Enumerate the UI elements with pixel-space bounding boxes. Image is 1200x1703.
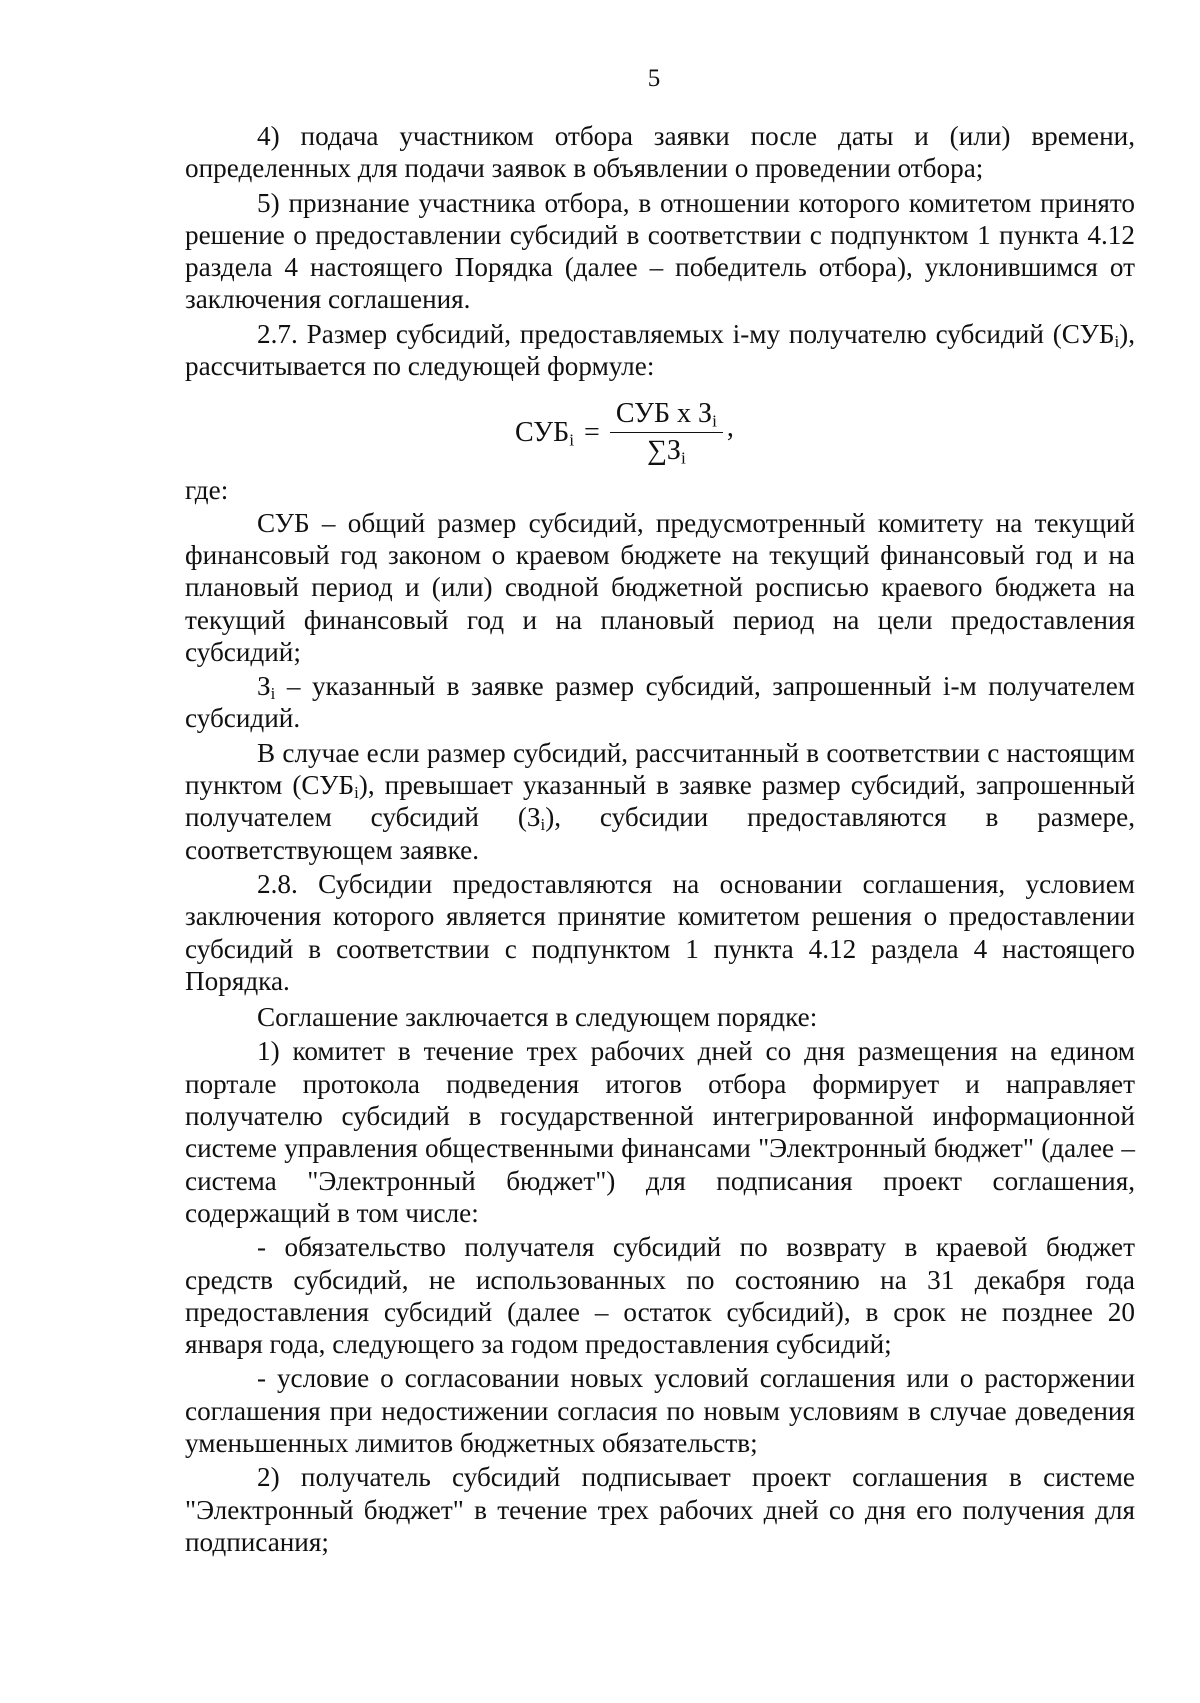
paragraph-step-1: 1) комитет в течение трех рабочих дней со дня размещения на едином портале протокола подведения итогов отбора формирует и направляет получателю субсидий в государственной интегрированной информационной системе управления общественными финансами "Электронный бюджет" (далее – система "Электронный бюджет") для подписания проект соглашения, содержащий в том числе: (185, 1036, 1135, 1228)
paragraph-zi-definition: $З_i$ – указанный в заявке размер субсидий, запрошенный і-м получателем субсидий. (185, 671, 1135, 734)
paragraph-condition-new-terms: - условие о согласовании новых условий соглашения или о расторжении соглашения при недостижении согласия по новым условиям в случае доведения уменьшенных лимитов бюджетных обязательств; (185, 1363, 1135, 1458)
page-number: 5 (647, 65, 661, 92)
paragraph-step-2: 2) получатель субсидий подписывает проект соглашения в системе "Электронный бюджет" в течение трех рабочих дней со дня его получения для подписания; (185, 1462, 1135, 1557)
paragraph-item-4: 4) подача участником отбора заявки после даты и (или) времени, определенных для подачи заявок в объявлении о проведении отбора; (185, 121, 1135, 184)
document-body (185, 120, 1135, 1558)
paragraph-2-8: 2.8. Субсидии предоставляются на основании соглашения, условием заключения которого является принятие комитетом решения о предоставлении субсидий в соответствии с подпунктом 1 пункта 4.12 раздела 4 настоящего Порядка. (185, 868, 1135, 996)
paragraph-agreement-order: Соглашение заключается в следующем порядке: (257, 1002, 818, 1033)
paragraph-obligation-return: - обязательство получателя субсидий по возврату в краевой бюджет средств субсидий, не использованных по состоянию на 31 декабря года предоставления субсидий (далее – остаток субсидий), в срок не позднее 20 января года, следующего за годом предоставления субсидий; (185, 1232, 1135, 1360)
formula-fraction (610, 398, 723, 467)
subsidy-formula (185, 390, 1135, 470)
paragraph-where: где: (185, 475, 229, 506)
formula-comma: , (726, 411, 734, 443)
formula-lhs: $СУБ_i$ (515, 416, 575, 450)
formula-denominator: $\sum З_i$ (646, 435, 686, 468)
paragraph-excess-case: В случае если размер субсидий, рассчитанный в соответствии с настоящим пунктом $(СУБ_i)$, превышает указанный в заявке размер субсидий, запрошенный получателем субсидий $(З_i)$, субсидии предоставляются в размере, соответствующем заявке. (185, 737, 1135, 865)
paragraph-item-5: 5) признание участника отбора, в отношении которого комитетом принято решение о предоставлении субсидий в соответствии с подпунктом 1 пункта 4.12 раздела 4 настоящего Порядка (далее – победитель отбора), уклонившимся от заключения соглашения. (185, 187, 1135, 315)
paragraph-2-7-text-end: ), рассчитывается по следующей формуле: (185, 318, 1135, 382)
paragraph-2-7-text: 2.7. Размер субсидий, предоставляемых і-му получателю субсидий (СУБ (257, 318, 1115, 349)
paragraph-2-7 (185, 318, 1135, 383)
paragraph-sub-definition: СУБ – общий размер субсидий, предусмотренный комитету на текущий финансовый год законом о краевом бюджете на текущий финансовый год и на плановый период и (или) сводной бюджетной росписью краевого бюджета на текущий финансовый год и на плановый период на цели предоставления субсидий; (185, 507, 1135, 667)
formula-numerator: СУБ х $З_i$ (610, 398, 723, 433)
formula-equals: = (584, 416, 600, 448)
subscript-i: i (1114, 331, 1120, 351)
